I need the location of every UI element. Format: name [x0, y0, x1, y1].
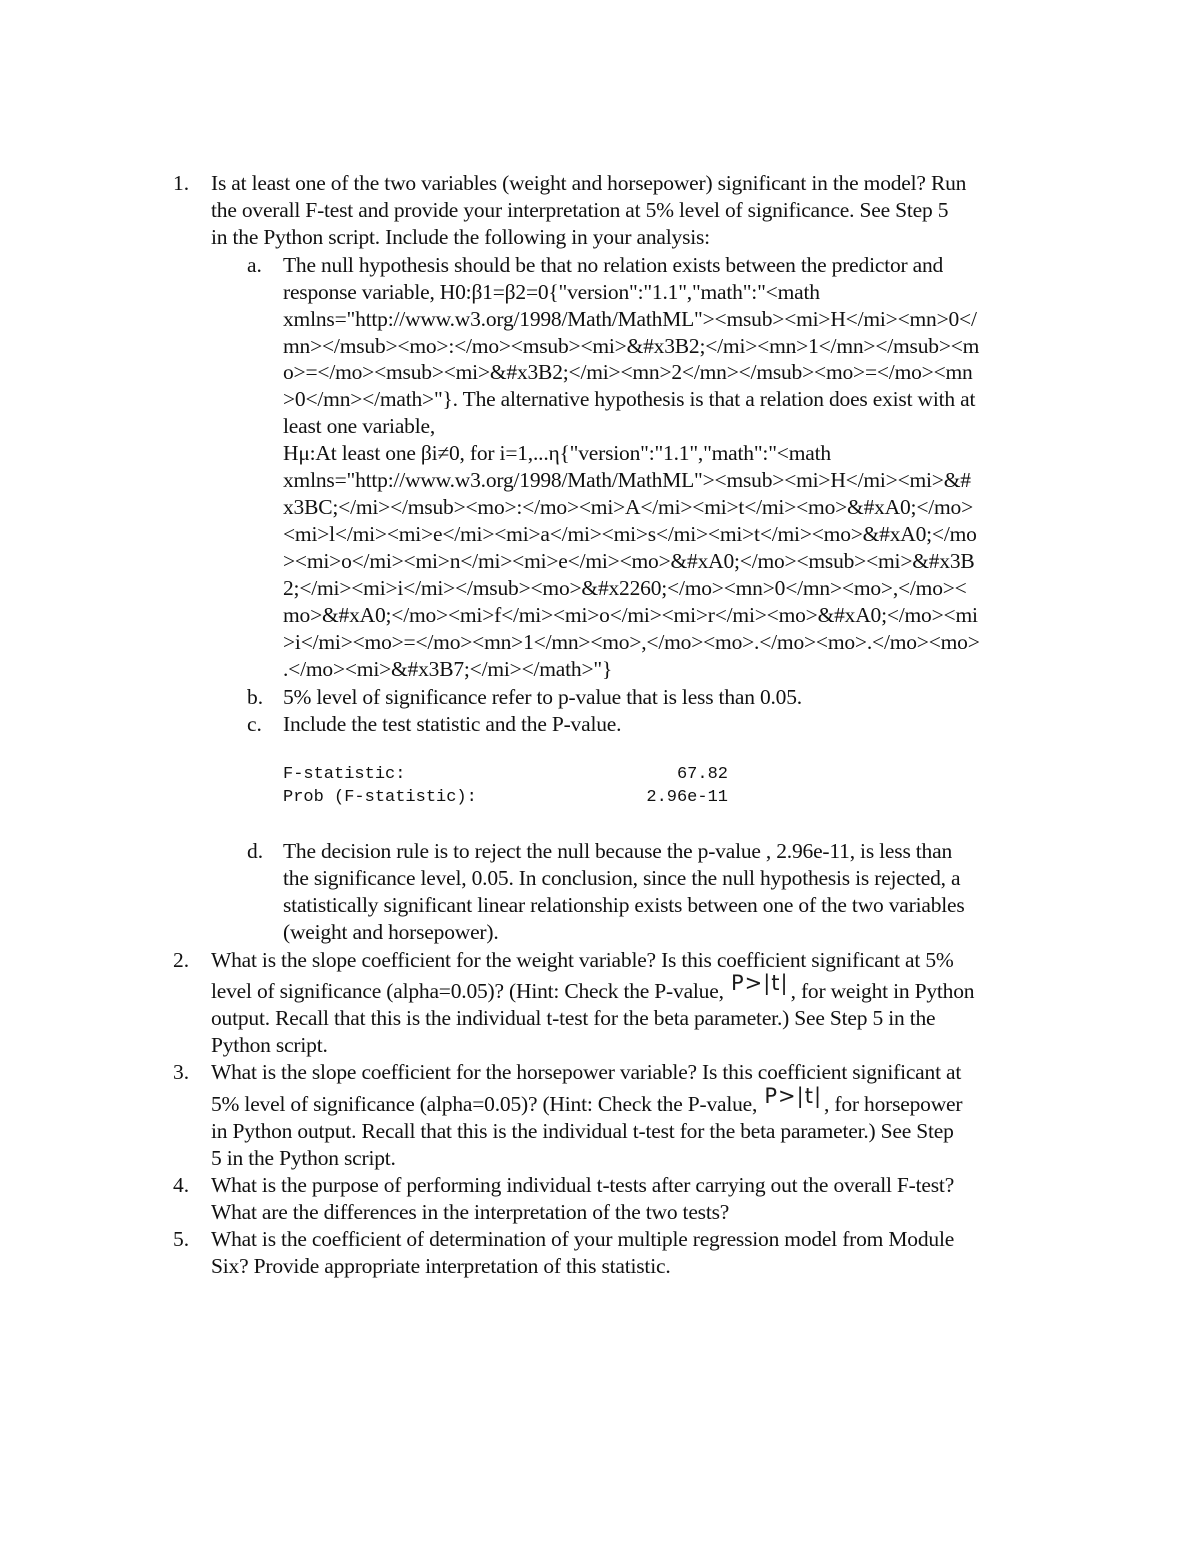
question-number: 2.: [173, 948, 190, 972]
question-text-line: in the Python script. Include the following in your analysis:: [211, 225, 710, 249]
item-text-line: ><mi>o</mi><mi>n</mi><mi>e</mi><mo>&#xA0;</mo><msub><mi>&#x3B: [283, 549, 975, 573]
question-text-segment: , for weight in Python: [790, 979, 975, 1003]
item-text-line: the significance level, 0.05. In conclusion, since the null hypothesis is rejected, a: [283, 866, 961, 890]
item-text-line: Include the test statistic and the P-value.: [283, 712, 622, 736]
question-text-line: Six? Provide appropriate interpretation of this statistic.: [211, 1254, 671, 1278]
item-text-line: >i</mi><mo>=</mo><mn>1</mn><mo>,</mo><mo>.</mo><mo>.</mo><mo>: [283, 630, 980, 654]
question-text-line: Is at least one of the two variables (weight and horsepower) significant in the model? Run: [211, 171, 967, 195]
item-letter: d.: [247, 839, 264, 863]
item-text-line: 2;</mi><mi>i</mi></msub><mo>&#x2260;</mo><mn>0</mn><mo>,</mo><: [283, 576, 967, 600]
question-number: 3.: [173, 1060, 190, 1084]
question-text-line: output. Recall that this is the individual t-test for the beta parameter.) See Step 5 in the: [211, 1006, 936, 1030]
question-text-line: What is the slope coefficient for the horsepower variable? Is this coefficient significant at: [211, 1060, 962, 1084]
question-text-line: [211, 1084, 963, 1118]
item-text-line: statistically significant linear relationship exists between one of the two variables: [283, 893, 965, 917]
question-number: 4.: [173, 1173, 190, 1197]
item-text-line: The null hypothesis should be that no relation exists between the predictor and: [283, 253, 944, 277]
output-label: F-statistic:: [283, 765, 406, 784]
item-text-line: least one variable,: [283, 414, 436, 438]
item-text-line: x3BC;</mi></msub><mo>:</mo><mi>A</mi><mi>t</mi><mo>&#xA0;</mo>: [283, 495, 974, 519]
question-text-segment: 5% level of significance (alpha=0.05)? (Hint: Check the P-value,: [211, 1092, 763, 1116]
question-text-line: the overall F-test and provide your interpretation at 5% level of significance. See Step 5: [211, 198, 949, 222]
item-text-line: 5% level of significance refer to p-value that is less than 0.05.: [283, 685, 802, 709]
question-text-line: [211, 971, 975, 1005]
question-text-line: What is the purpose of performing individual t-tests after carrying out the overall F-test?: [211, 1173, 955, 1197]
item-text-line: xmlns="http://www.w3.org/1998/Math/MathML"><msub><mi>H</mi><mi>&#: [283, 468, 971, 492]
item-text-line: The decision rule is to reject the null because the p-value , 2.96e-11, is less than: [283, 839, 952, 863]
item-text-line: Hμ:At least one βi≠0, for i=1,...η{"version":"1.1","math":"<math: [283, 441, 831, 465]
item-text-line: mn></msub><mo>:</mo><msub><mi>&#x3B2;</mi><mn>1</mn></msub><m: [283, 334, 980, 358]
output-label: Prob (F-statistic):: [283, 788, 477, 807]
item-text-line: response variable, H0:β1=β2=0{"version":"1.1","math":"<math: [283, 280, 820, 304]
question-text-line: What is the slope coefficient for the weight variable? Is this coefficient significant at 5%: [211, 948, 954, 972]
item-text-line: o>=</mo><msub><mi>&#x3B2;</mi><mn>2</mn></msub><mo>=</mo><mn: [283, 360, 973, 384]
item-text-line: xmlns="http://www.w3.org/1998/Math/MathML"><msub><mi>H</mi><mn>0</: [283, 307, 977, 331]
output-value: 2.96e-11: [646, 788, 728, 807]
question-text-line: What are the differences in the interpretation of the two tests?: [211, 1200, 730, 1224]
p-greater-than-t-symbol: P>|t|: [730, 971, 789, 995]
item-letter: b.: [247, 685, 264, 709]
question-text-segment: , for horsepower: [824, 1092, 963, 1116]
question-number: 5.: [173, 1227, 190, 1251]
question-text-line: in Python output. Recall that this is the individual t-test for the beta parameter.) See Step: [211, 1119, 954, 1143]
item-text-line: <mi>l</mi><mi>e</mi><mi>a</mi><mi>s</mi><mi>t</mi><mo>&#xA0;</mo: [283, 522, 977, 546]
item-letter: a.: [247, 253, 262, 277]
question-text-line: Python script.: [211, 1033, 328, 1057]
question-number: 1.: [173, 171, 190, 195]
item-text-line: .</mo><mi>&#x3B7;</mi></math>"}: [283, 657, 613, 681]
item-text-line: (weight and horsepower).: [283, 920, 499, 944]
question-text-line: What is the coefficient of determination of your multiple regression model from Module: [211, 1227, 955, 1251]
p-greater-than-t-symbol: P>|t|: [764, 1084, 823, 1108]
item-text-line: mo>&#xA0;</mo><mi>f</mi><mi>o</mi><mi>r</mi><mo>&#xA0;</mo><mi: [283, 603, 978, 627]
question-text-line: 5 in the Python script.: [211, 1146, 396, 1170]
output-value: 67.82: [676, 765, 728, 784]
item-text-line: >0</mn></math>"}. The alternative hypothesis is that a relation does exist with at: [283, 387, 976, 411]
item-letter: c.: [247, 712, 262, 736]
question-text-segment: level of significance (alpha=0.05)? (Hint: Check the P-value,: [211, 979, 729, 1003]
